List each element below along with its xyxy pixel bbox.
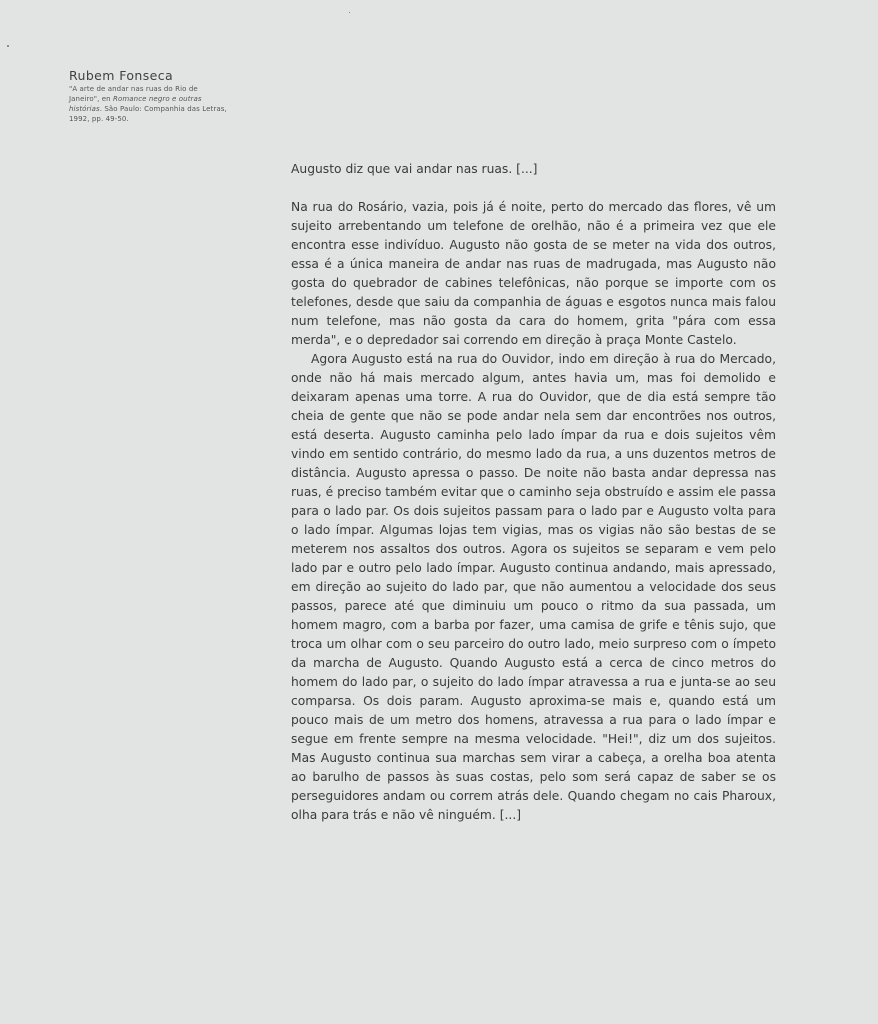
citation-text [69,84,229,124]
paragraph-1: Na rua do Rosário, vazia, pois já é noite, perto do mercado das flores, vê um sujeito arrebentando um telefone de orelhão, não é a primeira vez que ele encontra esse indivíduo. Augusto não gosta de se meter na vida dos outros, essa é a única maneira de andar nas ruas de madrugada, mas Augusto não gosta do quebrador de cabines telefônicas, não porque se importe com os telefones, desde que saiu da companhia de águas e esgotos nunca mais falou num telefone, mas não gosta da cara do homem, grita "pára com essa merda", e o depredador sai correndo em direção à praça Monte Castelo. [291,200,776,347]
citation-part-1: "A arte de andar nas ruas do Rio de Janeiro", en [69,85,198,103]
paper-speck [349,12,350,13]
excerpt-body [291,160,776,825]
intro-line: Augusto diz que vai andar nas ruas. [...] [291,162,538,176]
author-name: Rubem Fonseca [69,68,174,83]
citation-part-2: . São Paulo: Companhia das Letras, 1992, pp. 49-50. [69,105,227,123]
source-citation-block [69,68,229,124]
paper-speck [7,45,9,47]
paragraph-2: Agora Augusto está na rua do Ouvidor, indo em direção à rua do Mercado, onde não há mais mercado algum, antes havia um, mas foi demolido e deixaram apenas uma torre. A rua do Ouvidor, que de dia está sempre tão cheia de gente que não se pode andar nela sem dar encontrões nos outros, está deserta. Augusto caminha pelo lado ímpar da rua e dois sujeitos vêm vindo em sentido contrário, do mesmo lado da rua, a uns duzentos metros de distância. Augusto apressa o passo. De noite não basta andar depressa nas ruas, é preciso também evitar que o caminho seja obstruído e assim ele passa para o lado par. Os dois sujeitos passam para o lado par e Augusto volta para o lado ímpar. Algumas lojas tem vigias, mas os vigias não são bestas de se meterem nos assaltos dos outros. Agora os sujeitos se separam e vem pelo lado par e outro pelo lado ímpar. Augusto continua andando, mais apressado, em direção ao sujeito do lado par, que não aumentou a velocidade dos seus passos, parece até que diminuiu um pouco o ritmo da sua passada, um homem magro, com a barba por fazer, uma camisa de grife e tênis sujo, que troca um olhar com o seu parceiro do outro lado, meio surpreso com o ímpeto da marcha de Augusto. Quando Augusto está a cerca de cinco metros do homem do lado par, o sujeito do lado ímpar atravessa a rua e junta-se ao seu comparsa. Os dois param. Augusto aproxima-se mais e, quando está um pouco mais de um metro dos homens, atravessa a rua para o lado ímpar e segue em frente sempre na mesma velocidade. "Hei!", diz um dos sujeitos. Mas Augusto continua sua marchas sem virar a cabeça, a orelha boa atenta ao barulho de passos às suas costas, pelo som será capaz de saber se os perseguidores andam ou correm atrás dele. Quando chegam no cais Pharoux, olha para trás e não vê ninguém. [...] [291,352,776,822]
book-title: Romance negro e outras histórias [69,95,202,113]
